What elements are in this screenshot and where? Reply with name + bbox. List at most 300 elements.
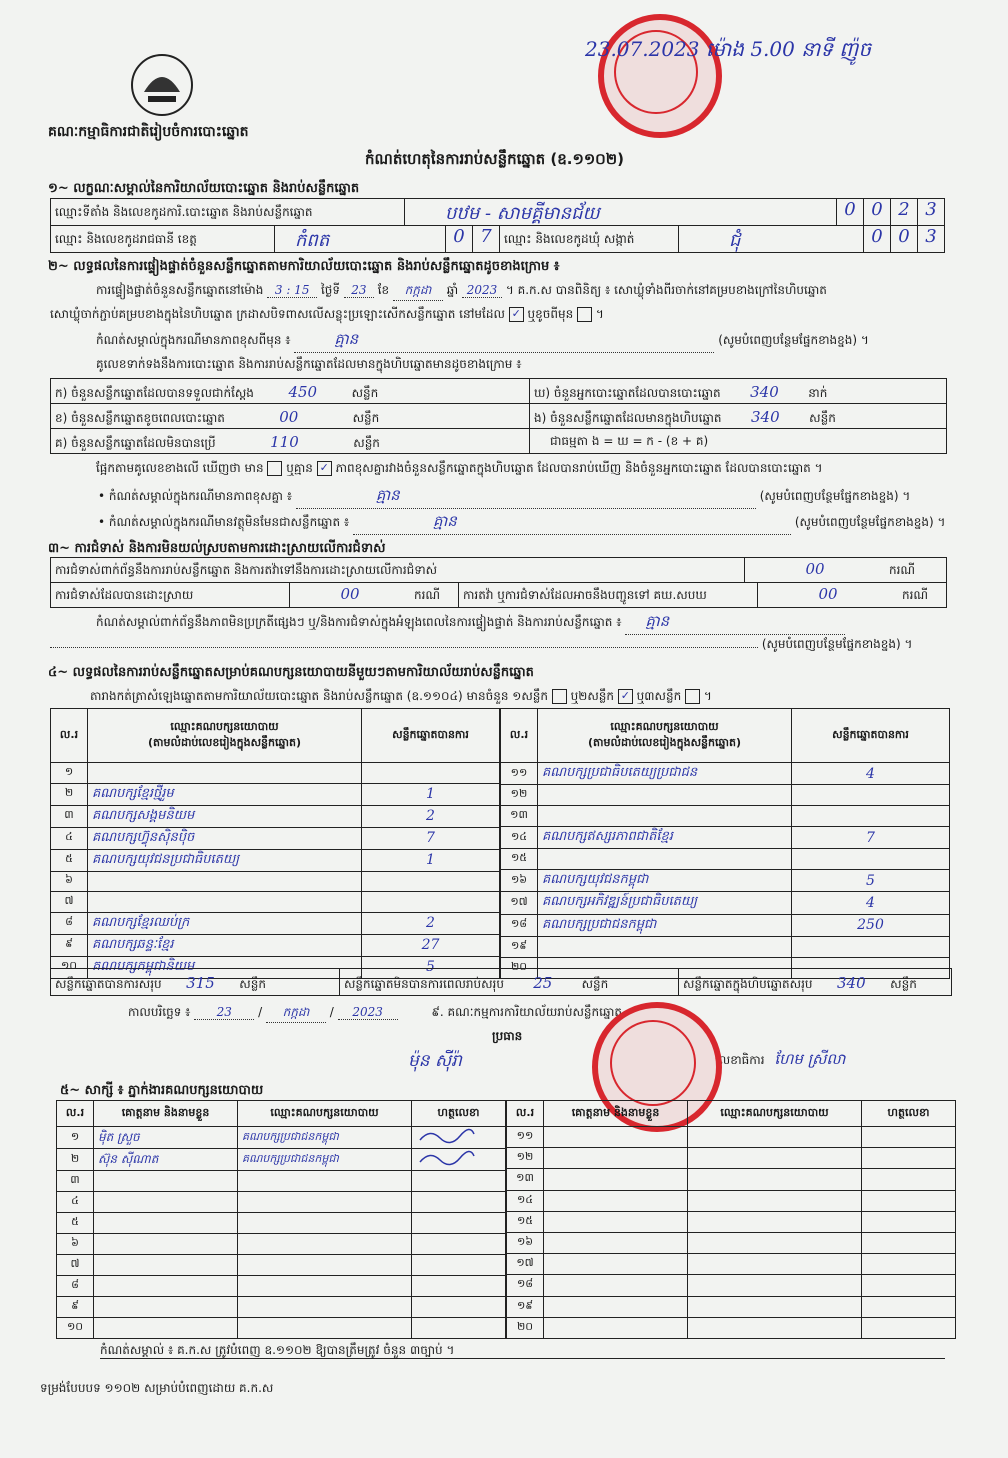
row-no: ៥	[51, 849, 88, 871]
commune-value: ជុំ	[729, 230, 741, 251]
witness-signature	[412, 1255, 506, 1276]
party-name	[538, 936, 792, 957]
witness-name	[544, 1169, 688, 1190]
results-tables	[50, 708, 950, 979]
three-sheets-checkbox[interactable]	[685, 689, 700, 704]
col-no: ល.រ	[501, 709, 538, 763]
result-row	[501, 806, 950, 827]
witness-name	[544, 1317, 688, 1338]
witness-row	[57, 1213, 506, 1234]
province-code-digit: 7	[472, 226, 500, 252]
row-no: ១២	[507, 1148, 544, 1169]
witness-name	[544, 1190, 688, 1211]
witness-signature	[862, 1211, 956, 1232]
result-row	[51, 912, 500, 934]
note-value: គ្មាន	[294, 330, 714, 353]
witness-name	[544, 1127, 688, 1148]
result-row	[51, 849, 500, 871]
tally-sheet-line	[90, 688, 712, 706]
date-day: 23	[194, 1005, 254, 1020]
col-party-title: ឈ្មោះគណបក្សនយោបាយ	[610, 719, 719, 733]
objections-table	[50, 557, 947, 608]
col-party	[538, 709, 792, 763]
witness-signature	[412, 1276, 506, 1297]
row-no: ៧	[51, 892, 88, 913]
witness-party	[238, 1171, 412, 1192]
party-votes: 2	[362, 805, 500, 827]
row-no: ២០	[501, 957, 538, 978]
verify-text: ។ គ.ក.ស បានពិនិត្យ ៖ សោឃ្លុំទាំងពីរចាក់នៅគម្របខាងក្រៅនៃហិបឆ្នោត	[505, 283, 827, 297]
party-votes: 27	[362, 934, 500, 956]
appeal-value: 00	[818, 585, 838, 603]
row-no: ៤	[51, 827, 88, 849]
witness-party	[238, 1234, 412, 1255]
province-label: ឈ្មោះ និងលេខកូដរាជធានី ខេត្ត	[51, 226, 275, 252]
witness-signature	[412, 1297, 506, 1318]
witness-signature	[862, 1232, 956, 1253]
party-votes: 4	[792, 763, 950, 785]
tally-text: តារាងកត់ត្រាសំឡេងឆ្នោតតាមការិយាល័យបោះឆ្នោត និងរាប់សន្លឹកឆ្នោត (ឧ.១១០៤) មានចំនួន ១សន្លឹក	[90, 689, 548, 703]
col-name: គោត្តនាម និងនាមខ្លួន	[94, 1101, 238, 1127]
difference-check-line	[96, 460, 823, 478]
damaged-checkbox[interactable]	[577, 307, 592, 322]
row-no: ៥	[57, 1213, 94, 1234]
witness-name	[544, 1254, 688, 1275]
witness-signature	[412, 1127, 506, 1149]
party-name: គណបក្សហ៊្វុនស៊ិនប៉ិច	[88, 827, 362, 849]
row-no: ១៤	[501, 826, 538, 848]
code-digit: 0	[836, 199, 863, 225]
row-no: ២	[51, 783, 88, 805]
witness-party	[688, 1232, 862, 1253]
ballots-in-box-value: 340	[751, 408, 780, 426]
party-name: គណបក្សយុវជនកម្ពុជា	[538, 869, 792, 891]
party-votes	[792, 785, 950, 806]
party-name: គណបក្សយុវជនប្រជាធិបតេយ្យ	[88, 849, 362, 871]
committee-label: ៩. គណៈកម្មការការិយាល័យរាប់សន្លឹកឆ្នោត	[431, 1005, 623, 1019]
unit-label: សន្លឹក	[809, 411, 836, 425]
row-no: ៣	[51, 805, 88, 827]
party-votes	[792, 806, 950, 827]
witness-signature	[862, 1169, 956, 1190]
row-no: ១៩	[501, 936, 538, 957]
party-name: គណបក្សកម្ពុជានិយម	[88, 956, 362, 978]
witness-row	[507, 1148, 956, 1169]
chair-name: ម៉ុន ស៊ីរ៉ា	[408, 1051, 462, 1071]
appeal-label: ការតវ៉ា ឬការជំទាស់ដែលអាចនឹងបញ្ជូនទៅ គឃ.សបឃ	[459, 583, 758, 607]
col-party-title: ឈ្មោះគណបក្សនយោបាយ	[170, 719, 279, 733]
secretary-label: លេខាធិការ	[715, 1053, 765, 1067]
unit-label: សន្លឹក	[353, 436, 380, 450]
row-no: ២០	[507, 1317, 544, 1338]
intact-checkbox[interactable]: ✓	[509, 307, 524, 322]
resolved-label: ការជំទាស់ដែលបានដោះស្រាយ	[51, 583, 290, 607]
col-party-sub: (តាមលំដាប់លេខរៀងក្នុងសន្លឹកឆ្នោត)	[588, 735, 741, 749]
row-no: ៨	[57, 1276, 94, 1297]
received-note: 23.07.2023 ម៉ោង 5.00 នាទី ញ៉ូច	[585, 37, 872, 61]
witness-signature	[412, 1318, 506, 1339]
witness-row	[57, 1149, 506, 1171]
party-name	[538, 785, 792, 806]
witness-row	[507, 1275, 956, 1296]
no-difference-checkbox[interactable]: ✓	[317, 461, 332, 476]
section-3-heading: ៣~ ការជំទាស់ និងការមិនយល់ស្របតាមការដោះស្រាយលើការជំទាស់	[48, 541, 386, 556]
signature-mark	[416, 1128, 476, 1144]
row-no: ១៨	[501, 914, 538, 936]
witness-row	[57, 1171, 506, 1192]
witness-row	[57, 1276, 506, 1297]
counts-intro: គូលេខទាក់ទងនឹងការបោះឆ្នោត និងការរាប់សន្លឹកឆ្នោតដែលមានក្នុងហិបឆ្នោតមានដូចខាងក្រោម ៖	[96, 357, 522, 371]
difference-note-line	[96, 330, 869, 353]
verification-line	[96, 282, 827, 301]
witness-party	[688, 1148, 862, 1169]
witness-signature	[862, 1148, 956, 1169]
fill-hint: (សូមបំពេញបន្ថែមផ្នែកខាងខ្នង) ។	[718, 333, 869, 347]
result-row	[501, 826, 950, 848]
col-sign: ហត្ថលេខា	[412, 1101, 506, 1127]
witness-row	[57, 1127, 506, 1149]
witness-name	[94, 1297, 238, 1318]
total-label: សន្លឹកឆ្នោតបានការសរុប	[55, 977, 162, 991]
witness-party	[238, 1192, 412, 1213]
witness-row	[57, 1318, 506, 1339]
section-1-table	[50, 198, 945, 253]
section-5-heading: ៥~ សាក្សី ៖ ភ្នាក់ងារគណបក្សនយោបាយ	[60, 1083, 264, 1098]
result-row	[51, 871, 500, 892]
party-name	[538, 806, 792, 827]
witness-party	[238, 1255, 412, 1276]
witness-row	[57, 1234, 506, 1255]
row-no: ១៣	[501, 806, 538, 827]
witness-signature	[862, 1190, 956, 1211]
party-votes: 7	[362, 827, 500, 849]
seal-text: សោឃ្លុំចាក់ភ្ជាប់គម្របខាងក្នុងនៃហិបឆ្នោត ក្រដាសបិទពាសលើសន្លុះប្រឡោះសើកសន្លឹកឆ្នោត នៅមដែល	[50, 307, 505, 321]
signing-date: កាលបរិច្ឆេទ ៖ 23 / កក្កដា / 2023 ៩. គណៈកម្មការការិយាល័យរាប់សន្លឹកឆ្នោត	[128, 1004, 622, 1023]
witness-name: ស៊ុន ស៊ីណាត	[94, 1149, 238, 1171]
count-label: ឃ) ចំនួនអ្នកបោះឆ្នោតដែលបានបោះឆ្នោត	[534, 386, 721, 400]
party-votes: 250	[792, 914, 950, 936]
witness-name: ម៉ិត ស្រួច	[94, 1127, 238, 1149]
signature-mark	[416, 1150, 476, 1166]
check-text: ភាពខុសគ្នារវាងចំនួនសន្លឹកឆ្នោតក្នុងហិបឆ្នោត ដែលបានរាប់ឃើញ និងចំនួនអ្នកបោះឆ្នោត ដែលបានបោះឆ្នោត ។	[335, 461, 823, 475]
counts-table	[50, 378, 947, 454]
difference-note: • កំណត់សម្គាល់ក្នុងករណីមានភាពខុសគ្នា ៖ គ្មាន (សូមបំពេញបន្ថែមផ្នែកខាងខ្នង) ។	[98, 486, 910, 509]
row-no: ៦	[51, 871, 88, 892]
witness-party	[238, 1318, 412, 1339]
footnote: កំណត់សម្គាល់ ៖ គ.ក.ស ត្រូវបំពេញ ឧ.១១០២ ឱ្យបានត្រឹមត្រូវ ចំនួន ៣ច្បាប់ ។	[100, 1343, 455, 1357]
tally-text: ឬ២សន្លឹក	[570, 689, 615, 703]
code-digit: 0	[863, 199, 890, 225]
row-no: ៩	[57, 1297, 94, 1318]
witness-signature	[862, 1317, 956, 1338]
section-4-heading: ៤~ លទ្ធផលនៃការរាប់សន្លឹកឆ្នោតសម្រាប់គណបក្សនយោបាយនីមួយៗតាមការិយាល័យរាប់សន្លឹកឆ្នោត	[48, 665, 534, 680]
party-votes: 2	[362, 912, 500, 934]
received-ballots-value: 450	[288, 383, 318, 401]
col-party: ឈ្មោះគណបក្សនយោបាយ	[688, 1101, 862, 1127]
objection-label: ការជំទាស់ពាក់ព័ន្ធនឹងការរាប់សន្លឹកឆ្នោត និងការតវ៉ាទៅនឹងការដោះស្រាយលើការជំទាស់	[51, 558, 745, 582]
row-no: ៩	[51, 934, 88, 956]
result-row	[501, 892, 950, 914]
case-label: ករណី	[410, 583, 459, 607]
result-row	[51, 827, 500, 849]
party-name	[538, 849, 792, 870]
verify-text: ឆ្នាំ	[446, 283, 459, 297]
case-label: ករណី	[889, 563, 916, 577]
code-digit: 2	[890, 199, 917, 225]
resolved-value: 00	[340, 585, 360, 603]
col-no: ល.រ	[57, 1101, 94, 1127]
note-label: កំណត់សម្គាល់ក្នុងករណីមានភាពខុសពីមុន ៖	[96, 333, 291, 347]
form-note: ទម្រង់បែបបទ ១១០២ សម្រាប់បំពេញដោយ គ.ក.ស	[40, 1381, 274, 1395]
col-sign: ហត្ថលេខា	[862, 1101, 956, 1127]
result-row	[51, 892, 500, 913]
result-row	[501, 936, 950, 957]
result-row	[51, 805, 500, 827]
party-name: គណបក្សប្រជាធិបតេយ្យប្រជាជន	[538, 763, 792, 785]
unit-label: សន្លឹក	[351, 386, 379, 400]
party-name: គណបក្សខ្មែរថ្មីរួម	[88, 783, 362, 805]
unused-ballots-value: 110	[270, 433, 299, 451]
date-label: កាលបរិច្ឆេទ ៖	[128, 1005, 191, 1019]
witness-name	[94, 1192, 238, 1213]
row-no: ១៦	[507, 1232, 544, 1253]
case-label: ករណី	[902, 588, 929, 602]
chair-label: ប្រធាន	[492, 1029, 523, 1043]
fill-hint: (សូមបំពេញបន្ថែមផ្នែកខាងខ្នង) ។	[761, 637, 913, 651]
note-value: គ្មាន	[353, 512, 791, 535]
note-label: កំណត់សម្គាល់ក្នុងករណីមានវត្ថុមិនមែនជាសន្លឹកឆ្នោត ៖	[108, 515, 350, 529]
code-digit: 3	[917, 199, 944, 225]
witness-row	[507, 1190, 956, 1211]
fill-hint: (សូមបំពេញបន្ថែមផ្នែកខាងខ្នង) ។	[794, 515, 946, 529]
unit-label: សន្លឹក	[352, 411, 380, 425]
check-text: ផ្អែកតាមគូលេខខាងលើ ឃើញថា មាន	[96, 461, 264, 475]
witness-name	[544, 1275, 688, 1296]
unit-label: នាក់	[808, 386, 828, 400]
result-row	[501, 763, 950, 785]
count-label: ង) ចំនួនសន្លឹកឆ្នោតដែលមានក្នុងហិបឆ្នោត	[534, 411, 722, 425]
witness-party	[238, 1276, 412, 1297]
verify-text: ការផ្ទៀងផ្ទាត់ចំនួនសន្លឹកឆ្នោតនៅម៉ោង	[96, 283, 264, 297]
unit-label: សន្លឹក	[239, 977, 266, 991]
total-invalid-value: 25	[533, 974, 553, 992]
note-label: កំណត់សម្គាល់ពាក់ព័ន្ធនឹងភាពមិនប្រក្រតីផ្សេងៗ ឬ/និងការជំទាស់ក្នុងអំឡុងពេលនៃការផ្ទៀងផ្ទាត់ និងការរាប់សន្លឹកឆ្នោត ៖	[96, 615, 622, 629]
witness-table-left	[56, 1100, 506, 1339]
seal-text: ។	[595, 307, 604, 321]
witness-party	[688, 1211, 862, 1232]
party-name	[88, 871, 362, 892]
row-no: ២	[57, 1149, 94, 1171]
location-code	[836, 199, 944, 225]
witness-signature	[412, 1149, 506, 1171]
witness-row	[507, 1211, 956, 1232]
row-no: ១៦	[501, 869, 538, 891]
witness-party: គណបក្សប្រជាជនកម្ពុជា	[238, 1149, 412, 1171]
results-table-right	[500, 708, 950, 979]
col-votes: សន្លឹកឆ្នោតបានការ	[362, 709, 500, 763]
witness-signature	[862, 1127, 956, 1148]
count-label: គ) ចំនួនសន្លឹកឆ្នោតដែលមិនបានប្រើ	[55, 436, 216, 450]
section-1-heading: ១~ លក្ខណៈសម្គាល់នៃការិយាល័យបោះឆ្នោត និងរាប់សន្លឹកឆ្នោត	[48, 181, 360, 196]
verify-month: កក្កដា	[393, 282, 443, 301]
witness-row	[57, 1297, 506, 1318]
witness-tables	[56, 1100, 956, 1339]
party-votes	[362, 763, 500, 784]
irregularity-fill-line	[50, 636, 912, 654]
note-value: គ្មាន	[625, 612, 845, 635]
unit-label: សន្លឹក	[890, 977, 917, 991]
count-label: ខ) ចំនួនសន្លឹកឆ្នោតខូចពេលបោះឆ្នោត	[55, 411, 225, 425]
date-month: កក្កដា	[266, 1004, 326, 1023]
total-label: សន្លឹកឆ្នោតមិនបានការពេលរាប់សរុប	[344, 977, 504, 991]
witness-name	[94, 1255, 238, 1276]
row-no: ១០	[57, 1318, 94, 1339]
witness-signature	[412, 1171, 506, 1192]
fill-hint: (សូមបំពេញបន្ថែមផ្នែកខាងខ្នង) ។	[759, 489, 911, 503]
witness-signature	[412, 1213, 506, 1234]
party-name: គណបក្សឥស្សរភាពជាតិខ្មែរ	[538, 826, 792, 848]
party-votes: 5	[792, 869, 950, 891]
secretary-line	[715, 1050, 845, 1072]
party-votes: 4	[792, 892, 950, 914]
total-valid-value: 315	[186, 974, 215, 992]
witness-party: គណបក្សប្រជាជនកម្ពុជា	[238, 1127, 412, 1149]
result-row	[51, 763, 500, 784]
witness-party	[688, 1254, 862, 1275]
total-label: សន្លឹកឆ្នោតក្នុងហិបឆ្នោតសរុប	[683, 977, 813, 991]
row-no: ១៤	[507, 1190, 544, 1211]
party-name: គណបក្សអភិវឌ្ឍន៍ប្រជាធិបតេយ្យ	[538, 892, 792, 914]
date-year: 2023	[338, 1005, 398, 1020]
section-2-heading: ២~ លទ្ធផលនៃការផ្ទៀងផ្ទាត់ចំនួនសន្លឹកឆ្នោតតាមការិយាល័យបោះឆ្នោត និងរាប់សន្លឹកឆ្នោតដូចខាងក្រោម ៖	[48, 259, 560, 274]
form-title: កំណត់ហេតុនៃការរាប់សន្លឹកឆ្នោត (ឧ.១១០២)	[365, 150, 625, 168]
witness-table-right	[506, 1100, 956, 1339]
row-no: ៦	[57, 1234, 94, 1255]
two-sheets-checkbox[interactable]: ✓	[618, 689, 633, 704]
party-votes	[362, 871, 500, 892]
party-votes: 5	[362, 956, 500, 978]
seal-line	[50, 306, 604, 324]
verify-day: 23	[344, 283, 374, 298]
witness-signature	[862, 1254, 956, 1275]
verify-time: 3 : 15	[267, 283, 317, 298]
objection-value: 00	[805, 560, 825, 578]
has-difference-checkbox[interactable]	[267, 461, 282, 476]
witness-name	[94, 1171, 238, 1192]
spoiled-ballots-value: 00	[279, 408, 299, 426]
row-no: ១៥	[507, 1211, 544, 1232]
result-row	[501, 785, 950, 806]
tally-text: ឬ៣សន្លឹក	[636, 689, 682, 703]
received-stamp	[598, 14, 722, 138]
unit-label: សន្លឹក	[581, 977, 609, 991]
commune-code-digit: 0	[890, 226, 917, 252]
witness-name	[544, 1211, 688, 1232]
count-label: ក) ចំនួនសន្លឹកឆ្នោតដែលបានទទួលជាក់ស្តែង	[55, 386, 254, 400]
party-votes	[792, 849, 950, 870]
col-party-sub: (តាមលំដាប់លេខរៀងក្នុងសន្លឹកឆ្នោត)	[148, 735, 301, 749]
result-row	[51, 783, 500, 805]
witness-row	[507, 1232, 956, 1253]
witness-name	[94, 1213, 238, 1234]
witness-party	[238, 1297, 412, 1318]
col-no: ល.រ	[51, 709, 88, 763]
row-no: ៧	[57, 1255, 94, 1276]
witness-row	[57, 1255, 506, 1276]
witness-signature	[412, 1192, 506, 1213]
row-no: ១	[51, 763, 88, 784]
one-sheet-checkbox[interactable]	[552, 689, 567, 704]
party-name: គណបក្សខ្មែរឈប់ក្រ	[88, 912, 362, 934]
location-value: បឋម - សាមគ្គីមានជ័យ	[445, 203, 600, 224]
nec-emblem-icon	[128, 52, 196, 118]
result-row	[501, 869, 950, 891]
foreign-object-note: • កំណត់សម្គាល់ក្នុងករណីមានវត្ថុមិនមែនជាសន្លឹកឆ្នោត ៖ គ្មាន (សូមបំពេញបន្ថែមផ្នែកខាងខ្នង) ។	[98, 512, 945, 535]
verify-year: 2023	[462, 283, 502, 298]
witness-name	[544, 1148, 688, 1169]
witness-party	[688, 1317, 862, 1338]
verify-text: ថ្ងៃទី	[321, 283, 341, 297]
row-no: ១៨	[507, 1275, 544, 1296]
witness-party	[688, 1127, 862, 1148]
row-no: ១៧	[501, 892, 538, 914]
commune-label: ឈ្មោះ និងលេខកូដឃុំ សង្កាត់	[500, 226, 679, 252]
party-votes: 7	[792, 826, 950, 848]
commune-code-digit: 0	[863, 226, 890, 252]
secretary-name: ហែម ស្រីលា	[774, 1050, 846, 1068]
col-no: ល.រ	[507, 1101, 544, 1127]
result-row	[51, 934, 500, 956]
party-name: គណបក្សសង្គមនិយម	[88, 805, 362, 827]
row-no: ៣	[57, 1171, 94, 1192]
row-no: ១៧	[507, 1254, 544, 1275]
row-no: ១១	[507, 1127, 544, 1148]
row-no: ១៥	[501, 849, 538, 870]
verify-text: ខែ	[377, 283, 390, 297]
check-text: ឬគ្មាន	[286, 461, 313, 475]
witness-name	[94, 1276, 238, 1297]
row-no: ៨	[51, 912, 88, 934]
total-box-value: 340	[837, 974, 866, 992]
col-votes: សន្លឹកឆ្នោតបានការ	[792, 709, 950, 763]
seal-text: ឬខូចពីមុន	[527, 307, 574, 321]
organization-name: គណៈកម្មាធិការជាតិរៀបចំការបោះឆ្នោត	[48, 124, 249, 140]
witness-row	[57, 1192, 506, 1213]
witness-party	[688, 1296, 862, 1317]
row-no: ១១	[501, 763, 538, 785]
witness-signature	[412, 1234, 506, 1255]
party-name	[88, 892, 362, 913]
province-code-digit: 0	[445, 226, 472, 252]
witness-party	[238, 1213, 412, 1234]
party-name: គណបក្សឆន្ទៈខ្មែរ	[88, 934, 362, 956]
formula: ជាធម្មតា ង = ឃ = ក - (ខ + គ)	[550, 434, 709, 448]
results-table-left	[50, 708, 500, 979]
totals-row	[50, 968, 952, 996]
row-no: ១	[57, 1127, 94, 1149]
party-name	[88, 763, 362, 784]
commune-code-digit: 3	[917, 226, 944, 252]
witness-party	[688, 1190, 862, 1211]
party-votes	[792, 936, 950, 957]
row-no: ១០	[51, 956, 88, 978]
location-label: ឈ្មោះទីតាំង និងលេខកូដការិ.បោះឆ្នោត និងរាប់សន្លឹកឆ្នោត	[51, 199, 405, 225]
witness-signature	[862, 1275, 956, 1296]
witness-name	[544, 1296, 688, 1317]
witness-signature	[862, 1296, 956, 1317]
col-name: គោត្តនាម និងនាមខ្លួន	[544, 1101, 688, 1127]
witness-row	[507, 1169, 956, 1190]
